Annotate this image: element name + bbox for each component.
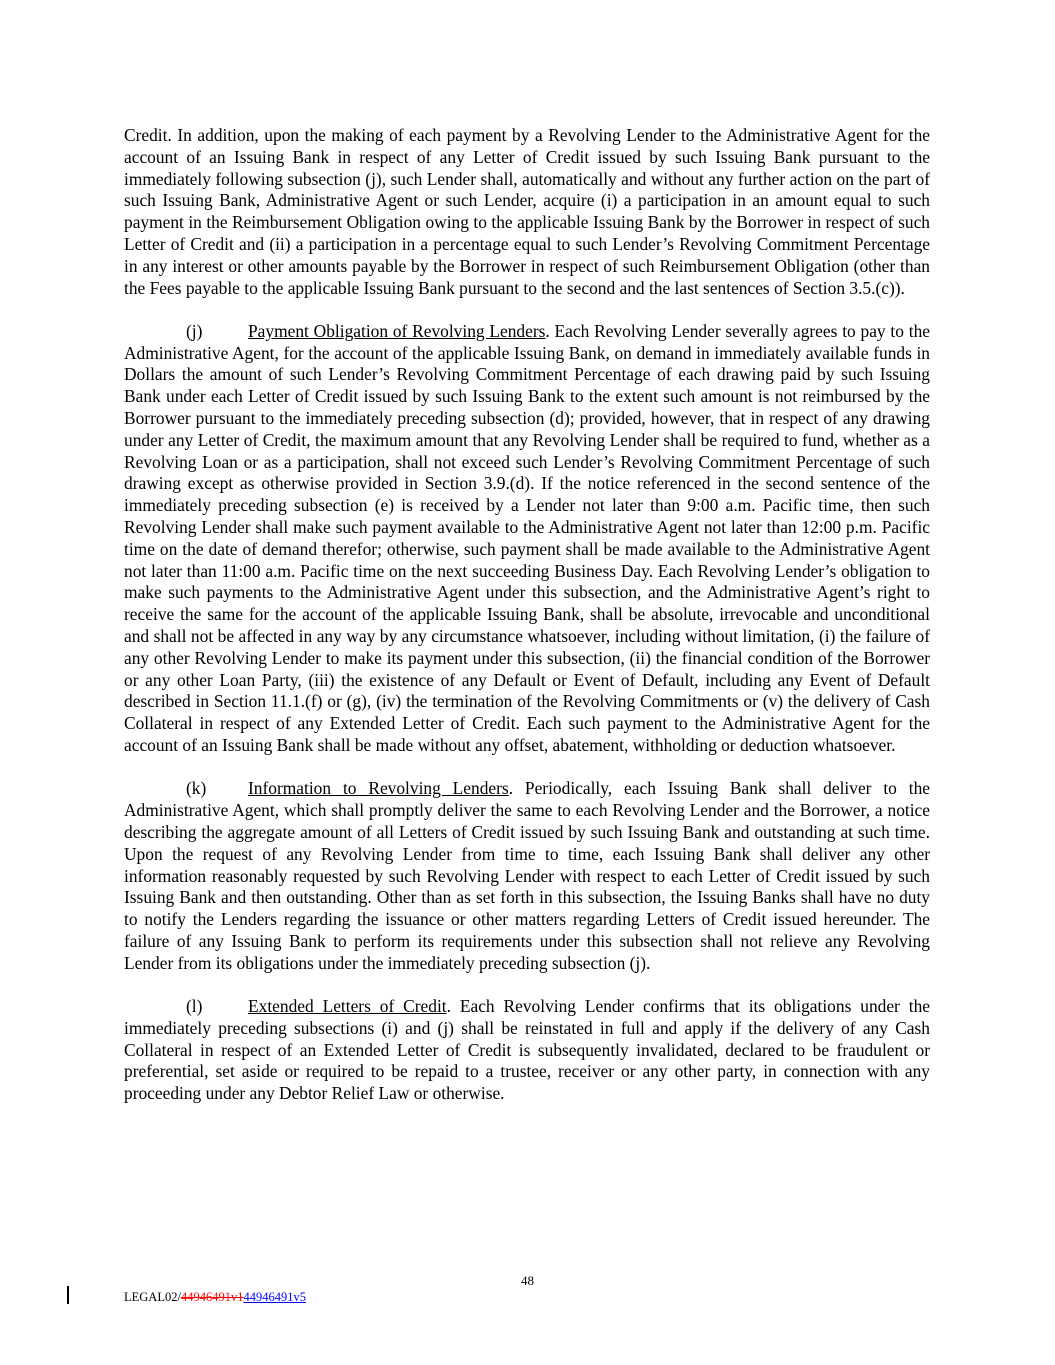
paragraph-k-label: (k) xyxy=(186,778,207,799)
paragraph-j-heading: Payment Obligation of Revolving Lenders xyxy=(248,320,546,341)
paragraph-j xyxy=(124,321,930,757)
paragraph-j-label: (j) xyxy=(186,320,203,341)
revision-change-bar xyxy=(67,1286,69,1304)
paragraph-k-body: . Periodically, each Issuing Bank shall deliver to the Administrative Agent, which shall promptly deliver the same to each Revolving Lender and the Borrower, a notice describing the aggregate amount of all Letters of Credit issued by such Issuing Bank and outstanding at such time. Upon the request of any Revolving Lender from time to time, each Issuing Bank shall deliver any other information reasonably requested by such Revolving Lender with respect to each Letter of Credit issued by such Issuing Bank and then outstanding. Other than as set forth in this subsection, the Issuing Banks shall have no duty to notify the Lenders regarding the issuance or other matters regarding Letters of Credit issued hereunder. The failure of any Issuing Bank to perform its requirements under this subsection shall not relieve any Revolving Lender from its obligations under the immediately preceding subsection (j). xyxy=(124,778,930,973)
paragraph-l xyxy=(124,996,930,1105)
document-id-prefix: LEGAL02/ xyxy=(124,1290,181,1304)
paragraph-l-body: . Each Revolving Lender confirms that its obligations under the immediately preceding subsections (i) and (j) shall be reinstated in full and apply if the delivery of any Cash Collateral in respect of an Extended Letter of Credit is subsequently invalidated, declared to be fraudulent or preferential, set aside or required to be repaid to a trustee, receiver or any other party, in connection with any proceeding under any Debtor Relief Law or otherwise. xyxy=(124,995,930,1104)
paragraph-k-heading: Information to Revolving Lenders xyxy=(248,778,509,799)
paragraph-l-label: (l) xyxy=(186,995,203,1016)
paragraph-i-continuation: Credit. In addition, upon the making of each payment by a Revolving Lender to the Administrative Agent for the account of an Issuing Bank in respect of any Letter of Credit issued by such Issuing Bank pursuant to the immediately following subsection (j), such Lender shall, automatically and without any further action on the part of such Issuing Bank, Administrative Agent or such Lender, acquire (i) a participation in an amount equal to such payment in the Reimbursement Obligation owing to the applicable Issuing Bank by the Borrower in respect of such Letter of Credit and (ii) a participation in a percentage equal to such Lender’s Revolving Commitment Percentage in any interest or other amounts payable by the Borrower in respect of such Reimbursement Obligation (other than the Fees payable to the applicable Issuing Bank pursuant to the second and the last sentences of Section 3.5.(c)). xyxy=(124,125,930,298)
deleted-document-id: 44946491v1 xyxy=(180,1290,244,1304)
page-number: 48 xyxy=(521,1273,534,1288)
paragraph-j-body: . Each Revolving Lender severally agrees to pay to the Administrative Agent, for the account of the applicable Issuing Bank, on demand in immediately available funds in Dollars the amount of such Lender’s Revolving Commitment Percentage of each drawing paid by such Issuing Bank under each Letter of Credit issued by such Issuing Bank to the extent such amount is not reimbursed by the Borrower pursuant to the immediately preceding subsection (d); provided, however, that in respect of any drawing under any Letter of Credit, the maximum amount that any Revolving Lender shall be required to fund, whether as a Revolving Loan or as a participation, shall not exceed such Lender’s Revolving Commitment Percentage of such drawing except as otherwise provided in Section 3.9.(d). If the notice referenced in the second sentence of the immediately preceding subsection (e) is received by a Lender not later than 9:00 a.m. Pacific time, then such Revolving Lender shall make such payment available to the Administrative Agent not later than 12:00 p.m. Pacific time on the date of demand therefor; otherwise, such payment shall be made available to the Administrative Agent not later than 11:00 a.m. Pacific time on the next succeeding Business Day. Each Revolving Lender’s obligation to make such payments to the Administrative Agent under this subsection, and the Administrative Agent’s right to receive the same for the account of the applicable Issuing Bank, shall be absolute, irrevocable and unconditional and shall not be affected in any way by any circumstance whatsoever, including without limitation, (i) the failure of any other Revolving Lender to make its payment under this subsection, (ii) the financial condition of the Borrower or any other Loan Party, (iii) the existence of any Default or Event of Default, including any Event of Default described in Section 11.1.(f) or (g), (iv) the termination of the Revolving Commitments or (v) the delivery of Cash Collateral in respect of any Extended Letter of Credit. Each such payment to the Administrative Agent for the account of an Issuing Bank shall be made without any offset, abatement, withholding or deduction whatsoever. xyxy=(124,320,930,756)
document-body xyxy=(124,125,930,1126)
paragraph-l-heading: Extended Letters of Credit xyxy=(248,995,447,1016)
document-id-footer xyxy=(124,1290,306,1305)
paragraph-k xyxy=(124,778,930,974)
inserted-document-id: 44946491v5 xyxy=(243,1290,306,1304)
